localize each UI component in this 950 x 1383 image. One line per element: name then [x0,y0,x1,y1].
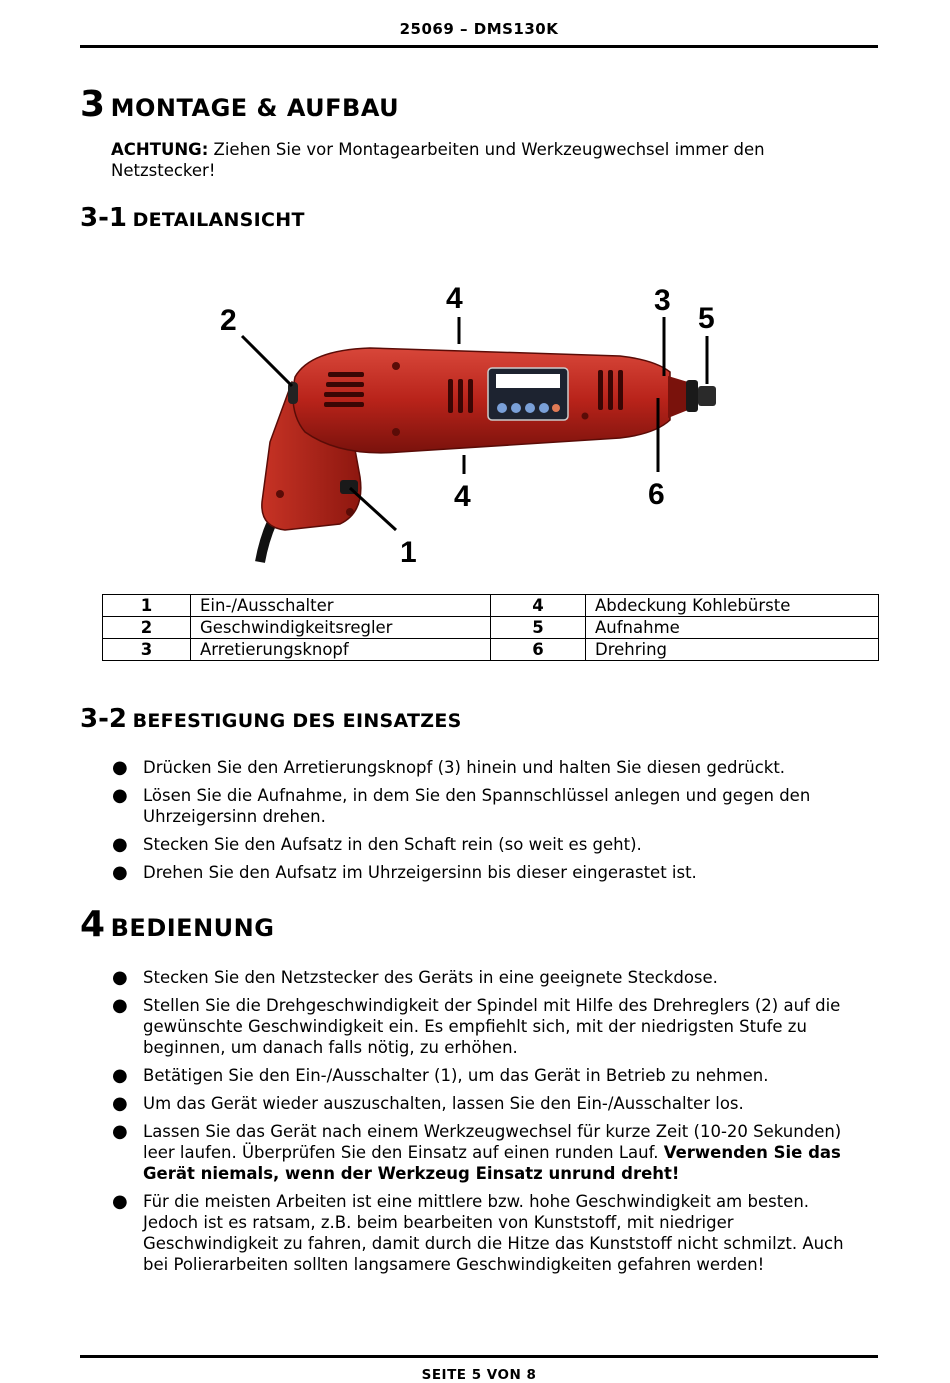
table-row [103,595,879,617]
subsection-title: DETAILANSICHT [132,209,305,231]
list-item: ● Drücken Sie den Arretierungsknopf (3) hinein und halten Sie diesen gedrückt. [112,757,786,778]
subsection-title: BEFESTIGUNG DES EINSATZES [132,710,462,732]
list-item: ● Für die meisten Arbeiten ist eine mittlere bzw. hohe Geschwindigkeit am besten. Jedoch ist es ratsam, z.B. beim bearbeiten von Kunststoff, mit niedriger Geschwindigkeit zu fahren, damit durch die Hitze das Kunststoff nicht schmilzt. Auch bei Polierarbeiten sollten langsamere Geschwindigkeiten gefahren werden! [112,1191,844,1274]
list-item: ● Stecken Sie den Netzstecker des Geräts in eine geeignete Steckdose. [112,967,718,988]
list-item-text: Stecken Sie den Netzstecker des Geräts in eine geeignete Steckdose. [143,968,718,987]
callout-1: 1 [400,536,417,569]
list-item-text: Stecken Sie den Aufsatz in den Schaft rein (so weit es geht). [143,835,642,854]
part-number: 2 [103,617,191,639]
table-row [103,617,879,639]
part-number: 3 [103,639,191,661]
list-item: ● Drehen Sie den Aufsatz im Uhrzeigersinn bis dieser eingerastet ist. [112,862,697,883]
rotary-tool-figure [200,272,740,572]
drehring [686,380,698,412]
subsection-number: 3-2 [80,704,127,734]
operation-steps-list [110,967,860,1282]
callout-2: 2 [220,304,237,337]
part-number: 4 [491,595,586,617]
list-item: ● Lassen Sie das Gerät nach einem Werkzeugwechsel für kurze Zeit (10-20 Sekunden) leer laufen. Überprüfen Sie den Einsatz auf einen runden Lauf. Verwenden Sie das Gerät niemals, wenn der Werkzeug Einsatz unrund dreht! [112,1121,842,1183]
subsection-number: 3-1 [80,203,127,233]
list-item-text: Lösen Sie die Aufnahme, in dem Sie den Spannschlüssel anlegen und gegen den Uhrzeigersinn drehen. [143,786,811,826]
section-number: 3 [80,84,106,125]
list-item-warning: Verwenden Sie das Gerät niemals, wenn der Werkzeug Einsatz unrund dreht! [143,1143,841,1183]
callout-4-bottom: 4 [454,480,471,513]
part-number: 1 [103,595,191,617]
warning-text: Ziehen Sie vor Montagearbeiten und Werkzeugwechsel immer den Netzstecker! [111,140,765,180]
section-number: 4 [80,904,106,945]
section-heading-montage [80,84,399,125]
part-label: Arretierungsknopf [191,639,491,661]
page-footer: SEITE 5 VON 8 [421,1367,537,1383]
section-title: MONTAGE & AUFBAU [110,94,400,122]
part-label: Drehring [586,639,879,661]
footer-rule [80,1355,878,1358]
aufnahme [698,386,716,406]
list-item: ● Lösen Sie die Aufnahme, in dem Sie den Spannschlüssel anlegen und gegen den Uhrzeigersinn drehen. [112,785,811,826]
part-label: Abdeckung Kohlebürste [586,595,879,617]
list-item-text: Um das Gerät wieder auszuschalten, lassen Sie den Ein-/Ausschalter los. [143,1094,744,1113]
list-item: ● Stellen Sie die Drehgeschwindigkeit der Spindel mit Hilfe des Drehreglers (2) auf die gewünschte Geschwindigkeit ein. Es empfiehlt sich, mit der niedrigsten Stufe zu beginnen, um danach falls nötig, zu erhöhen. [112,995,841,1057]
section-title: BEDIENUNG [110,914,275,942]
list-item-text: Lassen Sie das Gerät nach einem Werkzeugwechsel für kurze Zeit (10-20 Sekunden) leer laufen. Überprüfen Sie den Einsatz auf einen runden Lauf. [143,1122,842,1162]
part-number: 6 [491,639,586,661]
list-item-text: Stellen Sie die Drehgeschwindigkeit der Spindel mit Hilfe des Drehreglers (2) auf die gewünschte Geschwindigkeit ein. Es empfiehlt sich, mit der niedrigsten Stufe zu beginnen, um danach falls nötig, zu erhöhen. [143,996,841,1057]
list-item-text: Für die meisten Arbeiten ist eine mittlere bzw. hohe Geschwindigkeit am besten. Jedoch ist es ratsam, z.B. beim bearbeiten von Kunststoff, mit niedriger Geschwindigkeit zu fahren, damit durch die Hitze das Kunststoff nicht schmilzt. Auch bei Polierarbeiten sollten langsamere Geschwindigkeiten gefahren werden! [143,1192,844,1274]
callout-6: 6 [648,478,665,511]
warning-label: ACHTUNG: [111,140,209,159]
power-cord [260,522,272,562]
callout-5: 5 [698,302,715,335]
part-label: Ein-/Ausschalter [191,595,491,617]
list-item: ● Betätigen Sie den Ein-/Ausschalter (1), um das Gerät in Betrieb zu nehmen. [112,1065,769,1086]
part-label: Aufnahme [586,617,879,639]
tool-nose [668,376,688,418]
list-item-text: Betätigen Sie den Ein-/Ausschalter (1), um das Gerät in Betrieb zu nehmen. [143,1066,769,1085]
callout-4-top: 4 [446,282,463,315]
mounting-steps-list [110,757,860,890]
subsection-heading-befestigung [80,704,462,734]
part-label: Geschwindigkeitsregler [191,617,491,639]
list-item-text: Drehen Sie den Aufsatz im Uhrzeigersinn bis dieser eingerastet ist. [143,863,697,882]
list-item: ● Stecken Sie den Aufsatz in den Schaft rein (so weit es geht). [112,834,642,855]
table-row [103,639,879,661]
warning-paragraph [111,139,851,181]
tool-body [293,348,670,453]
list-item: ● Um das Gerät wieder auszuschalten, lassen Sie den Ein-/Ausschalter los. [112,1093,744,1114]
subsection-heading-detailansicht [80,203,305,233]
page-header: 25069 – DMS130K [399,20,559,38]
parts-table [102,594,879,661]
header-rule [80,45,878,48]
part-number: 5 [491,617,586,639]
list-item-text: Drücken Sie den Arretierungsknopf (3) hinein und halten Sie diesen gedrückt. [143,758,786,777]
section-heading-bedienung [80,904,274,945]
label-plate-logo [496,374,560,388]
callout-3: 3 [654,284,671,317]
